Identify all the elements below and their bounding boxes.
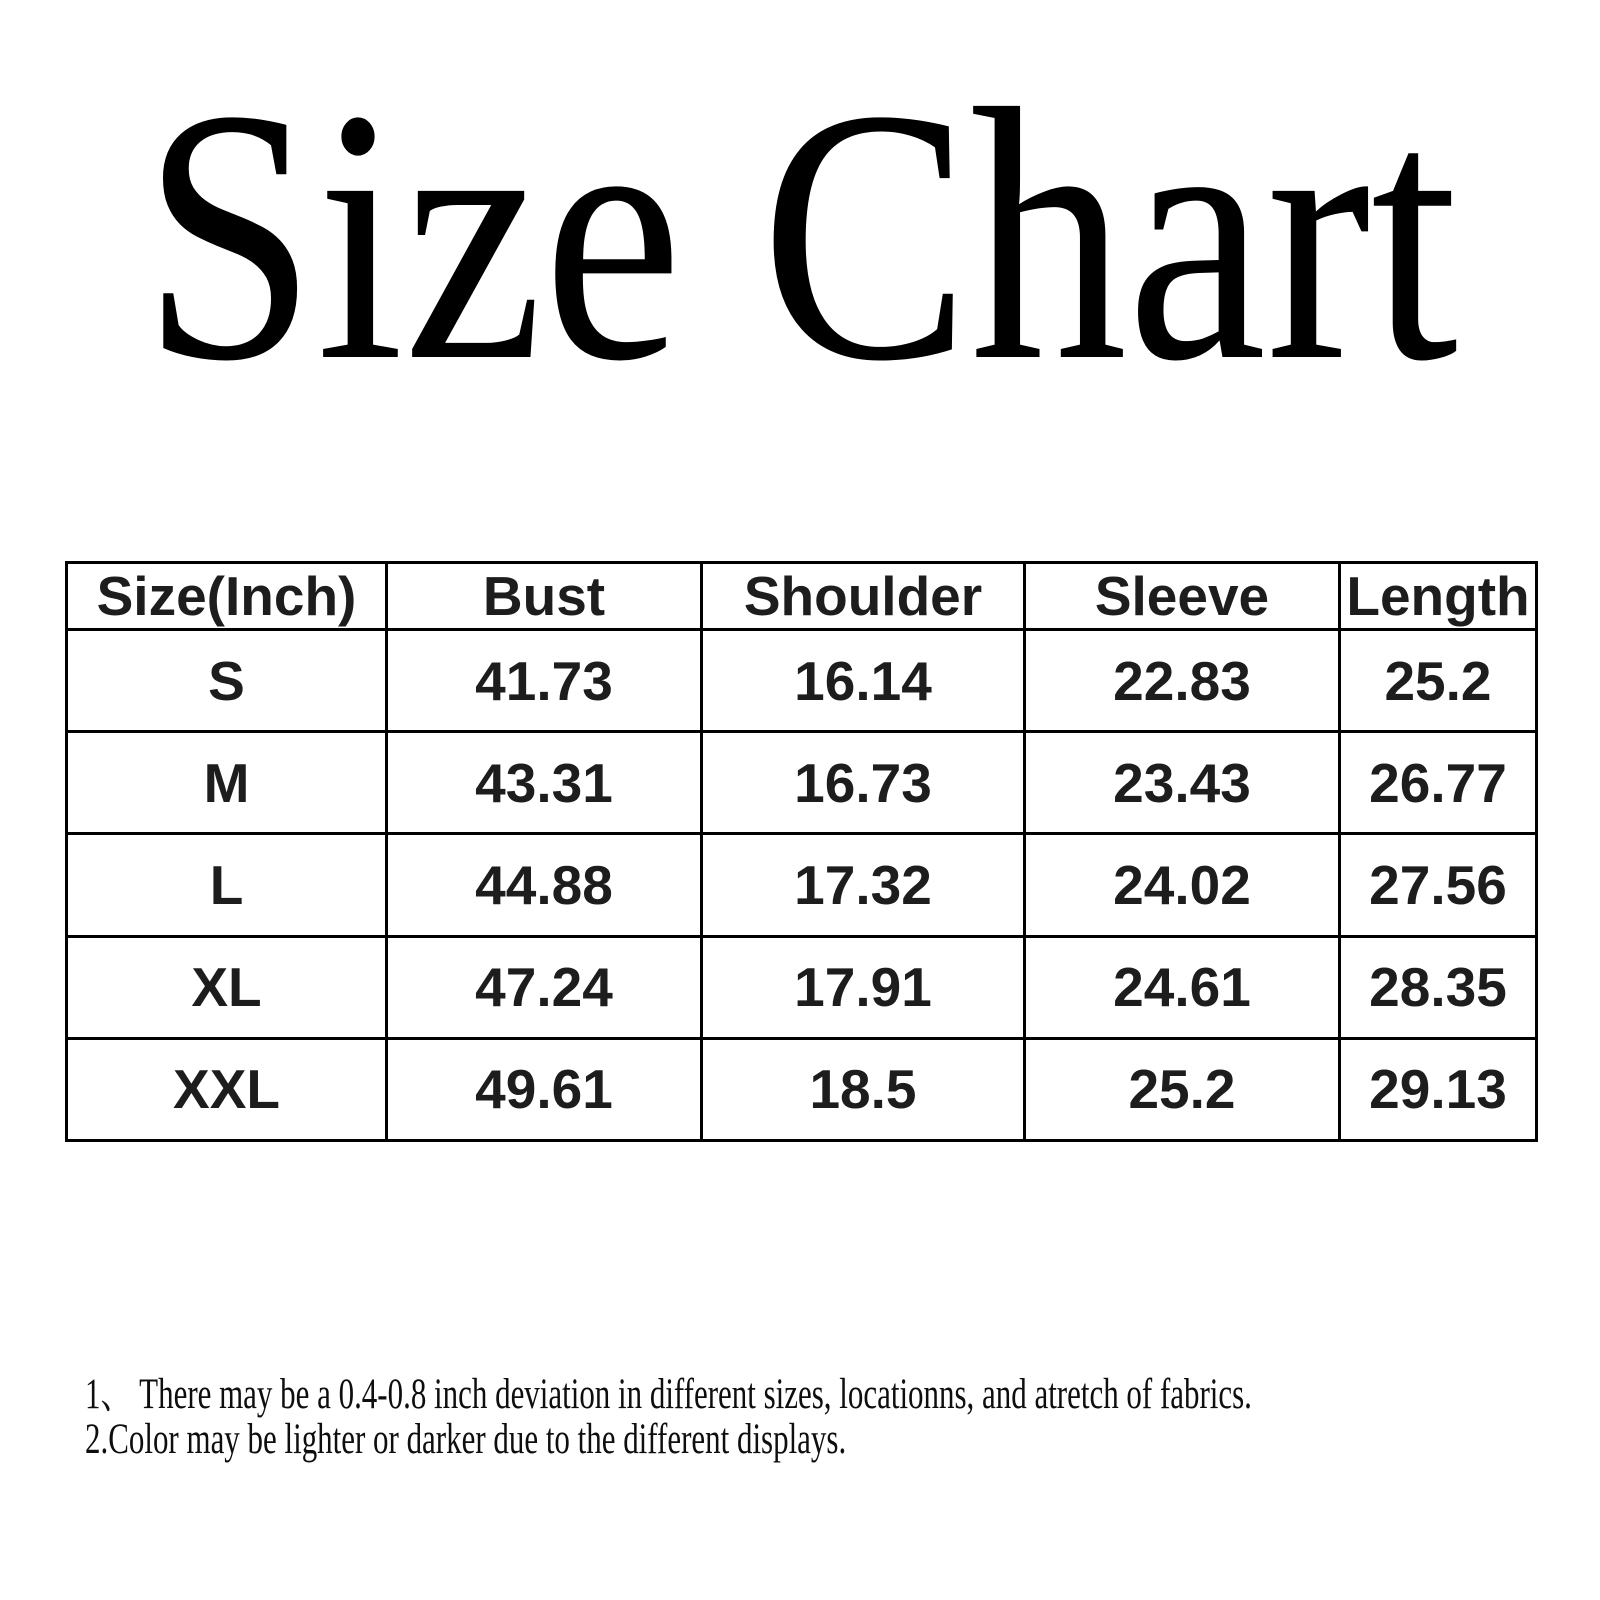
column-header-bust: Bust	[387, 563, 702, 630]
size-table	[65, 561, 1538, 1142]
cell-bust: 47.24	[387, 936, 702, 1038]
cell-bust: 43.31	[387, 732, 702, 834]
column-header-shoulder: Shoulder	[702, 563, 1025, 630]
cell-length: 27.56	[1340, 834, 1537, 936]
table-row-xl	[67, 936, 1537, 1038]
column-header-size: Size(Inch)	[67, 563, 387, 630]
column-header-length: Length	[1340, 563, 1537, 630]
cell-shoulder: 16.14	[702, 630, 1025, 732]
page-title-wrap	[0, 0, 1600, 450]
cell-bust: 44.88	[387, 834, 702, 936]
cell-size: S	[67, 630, 387, 732]
cell-bust: 49.61	[387, 1038, 702, 1140]
cell-sleeve: 22.83	[1025, 630, 1340, 732]
cell-size: M	[67, 732, 387, 834]
footnote-color: 2.Color may be lighter or darker due to the different displays.	[85, 1416, 847, 1463]
cell-length: 28.35	[1340, 936, 1537, 1038]
cell-shoulder: 16.73	[702, 732, 1025, 834]
table-row-s	[67, 630, 1537, 732]
footnote-deviation: 1、 There may be a 0.4-0.8 inch deviation in different sizes, locationns, and atretch of fabrics.	[85, 1371, 1252, 1418]
cell-sleeve: 24.02	[1025, 834, 1340, 936]
cell-sleeve: 23.43	[1025, 732, 1340, 834]
table-row-l	[67, 834, 1537, 936]
cell-length: 26.77	[1340, 732, 1537, 834]
cell-size: XL	[67, 936, 387, 1038]
cell-sleeve: 25.2	[1025, 1038, 1340, 1140]
cell-shoulder: 17.91	[702, 936, 1025, 1038]
page-title: Size Chart	[142, 35, 1460, 436]
table-row-xxl	[67, 1038, 1537, 1140]
cell-shoulder: 18.5	[702, 1038, 1025, 1140]
cell-size: XXL	[67, 1038, 387, 1140]
cell-length: 25.2	[1340, 630, 1537, 732]
cell-sleeve: 24.61	[1025, 936, 1340, 1038]
cell-length: 29.13	[1340, 1038, 1537, 1140]
cell-shoulder: 17.32	[702, 834, 1025, 936]
footnotes	[85, 1372, 1252, 1462]
cell-bust: 41.73	[387, 630, 702, 732]
cell-size: L	[67, 834, 387, 936]
table-header-row	[67, 563, 1537, 630]
column-header-sleeve: Sleeve	[1025, 563, 1340, 630]
table-row-m	[67, 732, 1537, 834]
